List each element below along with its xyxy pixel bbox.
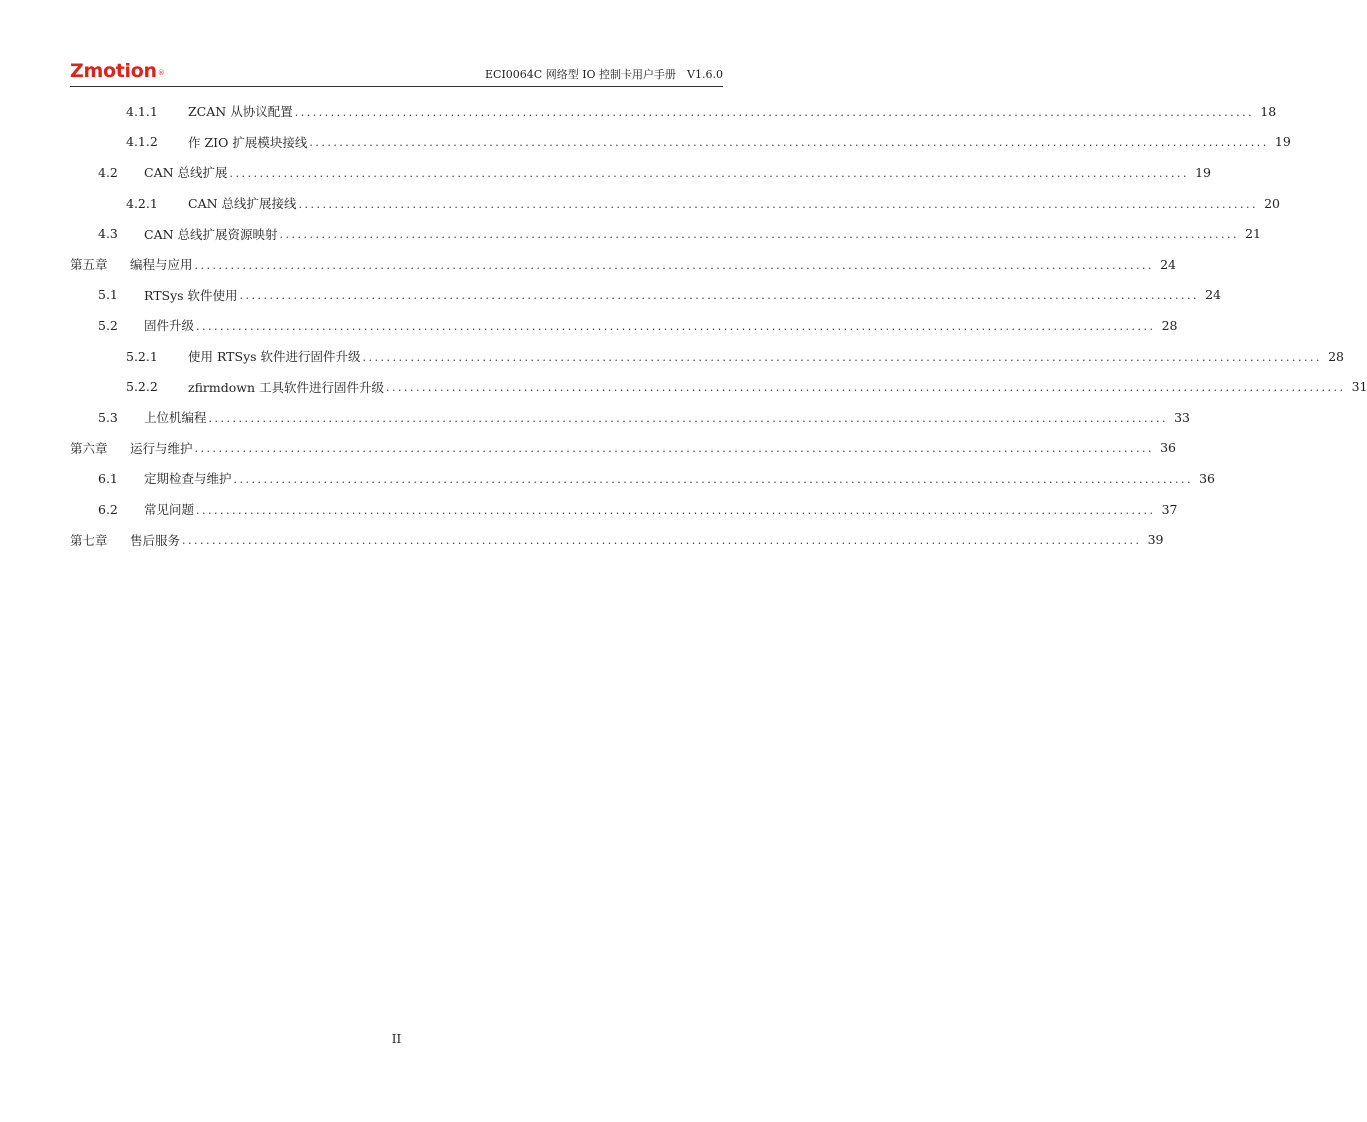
page-header [70, 60, 723, 87]
toc-entry[interactable] [70, 280, 1221, 311]
toc-entry-page: 33 [1174, 409, 1190, 425]
toc-dot-leader: ................................................................................................................................................................ [194, 442, 1154, 456]
toc-entry-page: 24 [1160, 256, 1176, 272]
toc-entry[interactable] [70, 310, 1178, 341]
toc-entry[interactable] [70, 433, 1176, 464]
toc-entry-title: zfirmdown 工具软件进行固件升级 [188, 379, 385, 395]
toc-entry-title: 常见问题 [144, 502, 195, 518]
toc-entry[interactable] [70, 157, 1211, 188]
toc-entry-title: RTSys 软件使用 [144, 287, 238, 303]
toc-entry[interactable] [70, 494, 1178, 525]
toc-dot-leader: ................................................................................................................................................................ [233, 472, 1193, 486]
registered-mark: ® [157, 69, 165, 77]
document-title: ECI0064C 网络型 IO 控制卡用户手册 V1.6.0 [485, 68, 723, 81]
toc-entry-title: CAN 总线扩展资源映射 [144, 226, 278, 242]
toc-entry[interactable] [70, 188, 1280, 219]
toc-entry-page: 36 [1199, 470, 1215, 486]
toc-entry-title: 使用 RTSys 软件进行固件升级 [188, 349, 361, 365]
toc-entry-page: 37 [1161, 501, 1178, 517]
toc-entry-title: CAN 总线扩展接线 [188, 196, 297, 212]
toc-entry-page: 24 [1205, 287, 1221, 303]
toc-dot-leader: ................................................................................................................................................................ [386, 381, 1346, 395]
toc-dot-leader: ................................................................................................................................................................ [182, 534, 1142, 548]
toc-dot-leader: ................................................................................................................................................................ [298, 197, 1258, 211]
toc-entry[interactable] [70, 127, 1291, 158]
toc-entry[interactable] [70, 218, 1261, 249]
toc-entry[interactable] [70, 463, 1215, 494]
toc-entry-number: 5.1 [98, 287, 118, 303]
toc-entry-number: 6.2 [98, 501, 118, 517]
page-number: II [391, 1032, 402, 1046]
toc-dot-leader: ................................................................................................................................................................ [229, 166, 1189, 180]
toc-entry-title: 上位机编程 [144, 410, 207, 426]
toc-entry-number: 4.1.2 [126, 134, 158, 150]
toc-entry-title: CAN 总线扩展 [144, 165, 228, 181]
toc-entry-page: 19 [1274, 134, 1291, 150]
toc-dot-leader: ................................................................................................................................................................ [279, 228, 1239, 242]
toc-entry-number: 4.2.1 [126, 195, 158, 211]
toc-dot-leader: ................................................................................................................................................................ [362, 350, 1322, 364]
toc-entry-page: 28 [1161, 317, 1178, 333]
toc-entry[interactable] [70, 341, 1344, 372]
toc-dot-leader: ................................................................................................................................................................ [196, 503, 1156, 517]
toc-entry-number: 5.2.2 [126, 379, 158, 395]
toc-entry[interactable] [70, 402, 1190, 433]
toc-entry-number: 第六章 [70, 440, 108, 456]
toc-dot-leader: ................................................................................................................................................................ [294, 105, 1255, 119]
toc-entry-number: 5.2 [98, 317, 118, 333]
toc-entry-number: 4.2 [98, 164, 118, 180]
toc-entry-page: 18 [1260, 103, 1277, 119]
toc-entry-number: 5.2.1 [126, 348, 158, 364]
toc-entry-title: 售后服务 [130, 532, 181, 548]
toc-entry-number: 4.1.1 [126, 103, 158, 119]
toc-entry-title: ZCAN 从协议配置 [188, 104, 293, 120]
toc-entry-page: 36 [1160, 440, 1176, 456]
logo-text: Zmotion [70, 60, 157, 82]
toc-entry-number: 4.3 [98, 226, 118, 242]
toc-dot-leader: ................................................................................................................................................................ [309, 136, 1269, 150]
toc-entry-title: 定期检查与维护 [144, 471, 232, 487]
toc-entry[interactable] [70, 524, 1164, 555]
toc-entry-page: 31 [1351, 379, 1367, 395]
toc-entry-title: 编程与应用 [130, 257, 193, 273]
toc-entry-page: 19 [1195, 164, 1211, 180]
toc-dot-leader: ................................................................................................................................................................ [196, 319, 1156, 333]
toc-entry-page: 21 [1245, 226, 1261, 242]
table-of-contents [70, 96, 1367, 555]
toc-entry-number: 第五章 [70, 257, 108, 273]
toc-entry-title: 作 ZIO 扩展模块接线 [188, 134, 308, 150]
toc-entry[interactable] [70, 371, 1367, 402]
zmotion-logo [70, 60, 164, 82]
toc-entry-number: 5.3 [98, 409, 118, 425]
toc-entry[interactable] [70, 96, 1277, 127]
toc-entry-page: 39 [1147, 532, 1164, 548]
toc-dot-leader: ................................................................................................................................................................ [239, 289, 1199, 303]
toc-entry[interactable] [70, 249, 1176, 280]
toc-entry-number: 6.1 [98, 470, 118, 486]
toc-dot-leader: ................................................................................................................................................................ [194, 258, 1154, 272]
toc-entry-page: 28 [1328, 348, 1344, 364]
toc-entry-title: 固件升级 [144, 318, 195, 334]
toc-dot-leader: ................................................................................................................................................................ [208, 411, 1168, 425]
toc-entry-title: 运行与维护 [130, 440, 193, 456]
toc-entry-number: 第七章 [70, 532, 108, 548]
toc-entry-page: 20 [1264, 195, 1280, 211]
